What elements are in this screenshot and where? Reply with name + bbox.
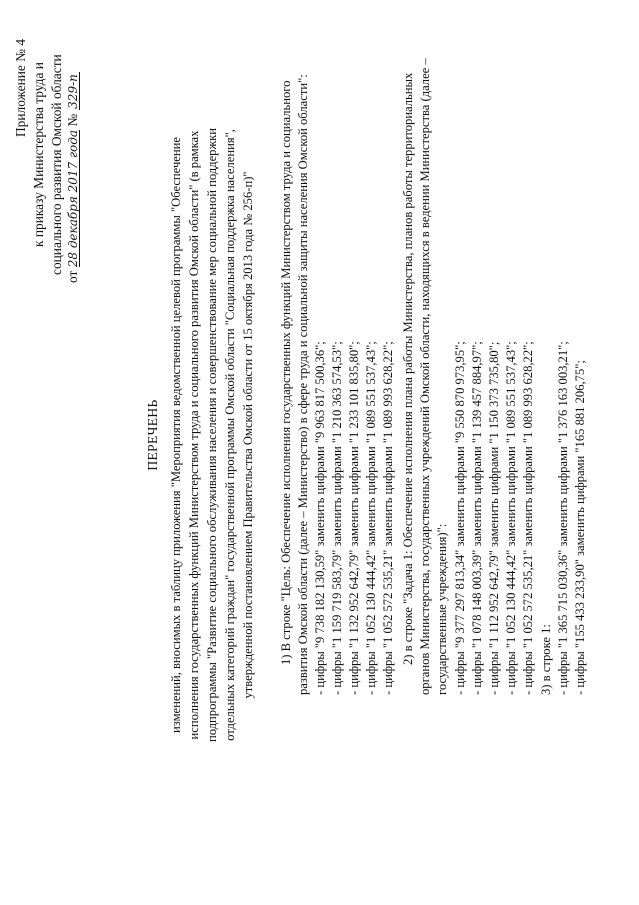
title-line-5: утвержденной постановлением Правительства Омской области от 15 октября 2013 года № 256-п)" — [241, 171, 255, 699]
body-line: 2) в строке "Задача 1: Обеспечение исполнения плана работы Министерства, планов работы территориальных — [401, 72, 415, 665]
title-line-2: исполнения государственных функций Министерством труда и социального развития Омской области" (в рамках — [187, 130, 201, 740]
body-line: - цифры "1 365 715 030,36" заменить цифрами "1 376 163 003,21"; — [556, 341, 570, 695]
title-line-3: подпрограммы "Развитие социального обслуживания населения и совершенствование мер социальной поддержки — [205, 127, 219, 743]
handwritten-date: 28 декабря 2017 года — [66, 129, 80, 268]
body-line: - цифры "1 052 572 535,21" заменить цифрами "1 089 993 628,22"; — [381, 341, 395, 695]
body-line: 1) В строке "Цель: Обеспечение исполнения государственных функций Министерством труда и социального — [279, 80, 293, 665]
page-title: ПЕРЕЧЕНЬ — [145, 399, 160, 471]
body-line: - цифры "1 052 572 535,21" заменить цифрами "1 089 993 628,22"; — [521, 341, 535, 695]
body-line: развития Омской области (далее – Министерство) в сфере труда и социальной защиты населения Омской области": — [296, 74, 310, 695]
title-line-1: изменений, вносимых в таблицу приложения "Мероприятия ведомственной целевой программы "Обеспечение — [169, 137, 183, 733]
body-line: - цифры "1 112 952 642,79" заменить цифрами "1 150 373 735,80"; — [487, 341, 501, 695]
body-line: - цифры "1 052 130 444,42" заменить цифрами "1 089 551 537,43"; — [504, 341, 518, 695]
ministry-name: социального развития Омской области — [49, 54, 64, 275]
order-date-line — [66, 72, 80, 283]
body-line: - цифры "1 052 130 444,42" заменить цифрами "1 089 551 537,43"; — [364, 341, 378, 695]
body-line: 3) в строке 1: — [539, 624, 553, 695]
body-line: - цифры "9 738 182 130,59" заменить цифрами "9 963 817 500,36"; — [313, 341, 327, 695]
date-prefix: от — [65, 270, 80, 283]
handwritten-number: 329-п — [66, 74, 80, 109]
body-line: - цифры "1 159 719 583,79" заменить цифрами "1 210 363 574,53"; — [330, 341, 344, 695]
body-line: - цифры "9 377 297 813,34" заменить цифрами "9 550 870 973,95"; — [453, 341, 467, 695]
order-reference: к приказу Министерства труда и — [31, 62, 46, 247]
title-line-4: отдельных категорий граждан" государственной программы Омской области "Социальная поддержка населения", — [223, 129, 237, 741]
number-prefix: № — [65, 113, 80, 127]
body-line: - цифры "155 433 233,90" заменить цифрами "165 881 206,75"; — [573, 360, 587, 695]
body-line: - цифры "1 132 952 642,79" заменить цифрами "1 233 101 835,80"; — [347, 341, 361, 695]
body-line: органов Министерства, государственных учреждений Омской области, находящихся в ведении Министерства (далее – — [418, 58, 432, 695]
body-line: - цифры "1 078 148 003,39" заменить цифрами "1 139 457 884,97"; — [470, 341, 484, 695]
body-line: государственные учреждения)": — [435, 523, 449, 695]
appendix-number: Приложение № 4 — [13, 38, 28, 137]
